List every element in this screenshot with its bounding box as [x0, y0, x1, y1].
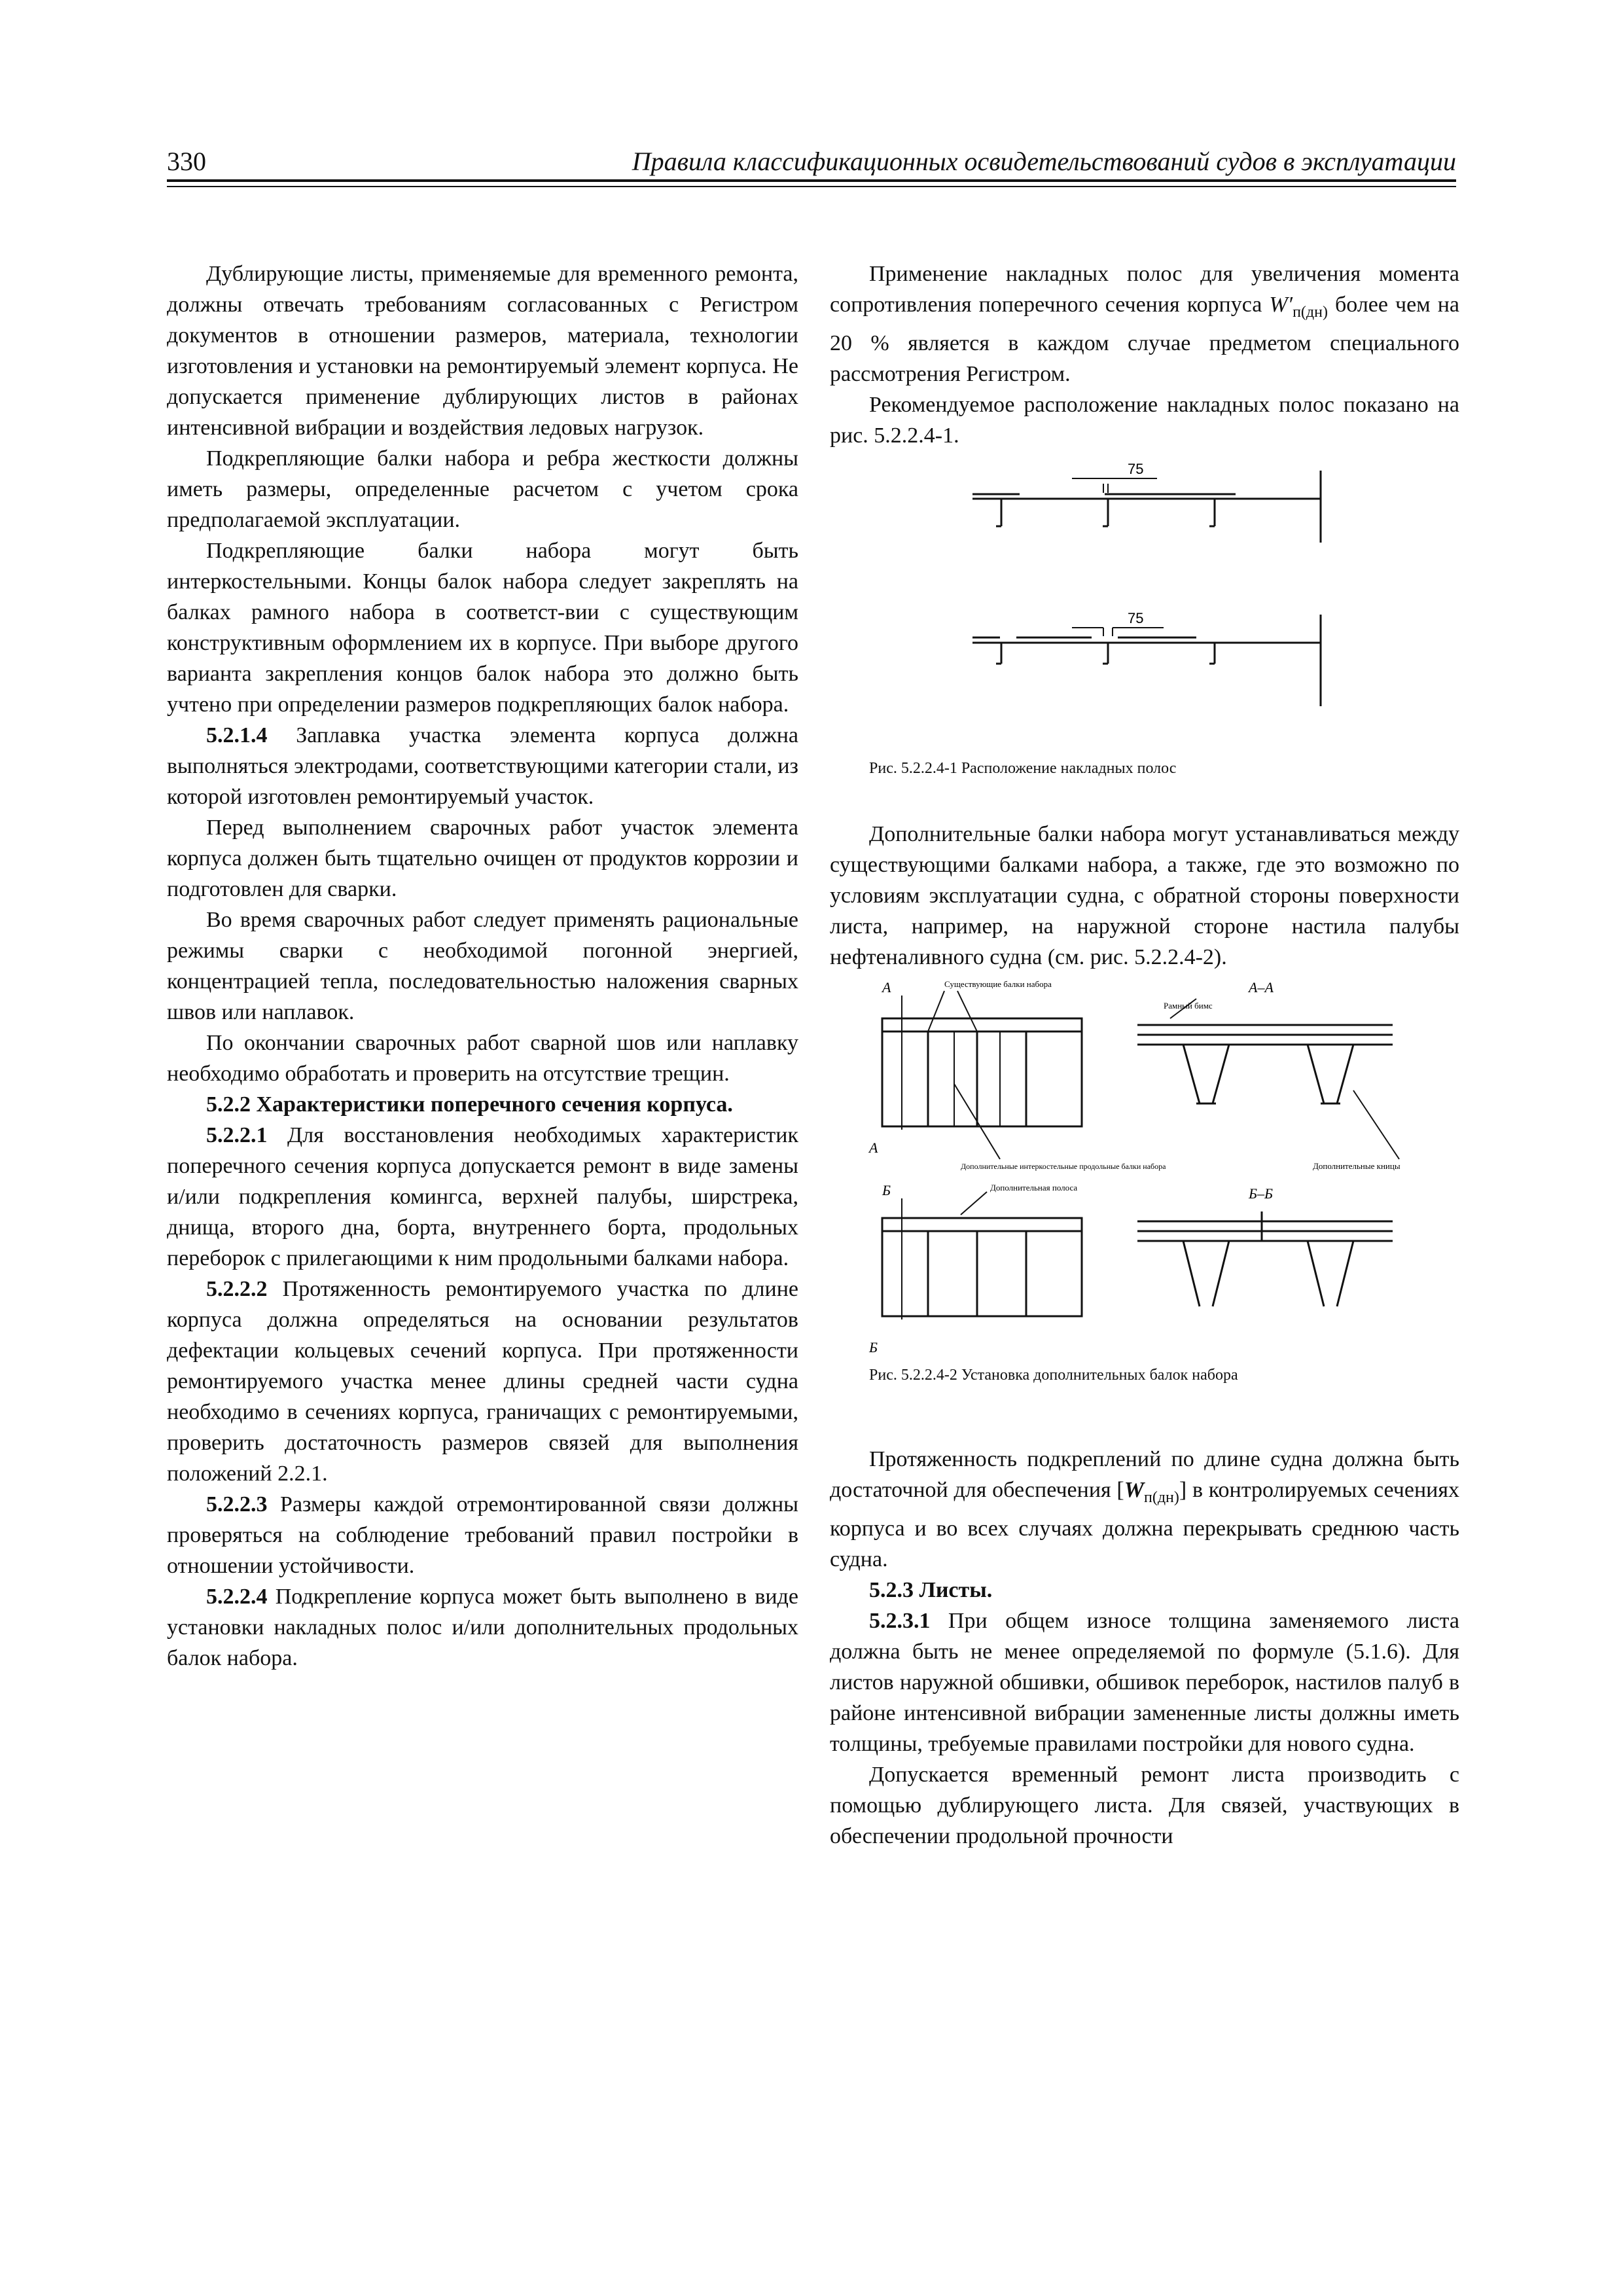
- dimension-label: 75: [1128, 460, 1144, 477]
- clause-text: Заплавка участка элемента корпуса должна выполняться электродами, соответствующими категории стали, из которой изготовлен ремонтируемый участок.: [167, 723, 798, 809]
- paragraph: [830, 1605, 1459, 1759]
- section-heading: 5.2.3 Листы.: [869, 1577, 993, 1602]
- clause-number: 5.2.2.4: [206, 1585, 268, 1609]
- paragraph: Применение накладных полос для увеличения момента сопротивления поперечного сечения корпуса $W'_{п(дн)}$ более чем на 20 % является в каждом случае предметом специального рассмотрения Регистром.: [830, 262, 1459, 386]
- view-label: А: [869, 1139, 878, 1156]
- spacer: [830, 1385, 1459, 1444]
- dimension-label: 75: [1128, 609, 1144, 626]
- paragraph: Перед выполнением сварочных работ участок элемента корпуса должен быть тщательно очищен от продуктов коррозии и подготовлен для сварки.: [167, 816, 798, 901]
- page-number: 330: [167, 147, 206, 176]
- symbol: W: [1124, 1477, 1144, 1502]
- subscript: п(дн): [1293, 303, 1328, 321]
- callout-label: Дополнительные кницы: [1313, 1160, 1400, 1171]
- paragraph: Во время сварочных работ следует применять рациональные режимы сварки с необходимой погонной энергией, концентрацией тепла, последовательностью наложения сварных швов или наплавок.: [167, 908, 798, 1024]
- paragraph: Протяженность подкреплений по длине судна должна быть достаточной для обеспечения $[W_{п(дн)}]$ в контролируемых сечениях корпуса и во всех случаях должна перекрывать среднюю часть судна.: [830, 1446, 1459, 1571]
- clause-text: Размеры каждой отремонтированной связи должны проверяться на соблюдение требований правил постройки в отношении устойчивости.: [167, 1492, 798, 1578]
- paragraph: Допускается временный ремонт листа производить с помощью дублирующего листа. Для связей, участвующих в обеспечении продольной прочности: [830, 1762, 1459, 1848]
- view-label: Б: [882, 1181, 891, 1198]
- clause-text: При общем износе толщина заменяемого листа должна быть не менее определяемой по формуле (5.1.6). Для листов наружной обшивки, обшивок переборок, настилов палуб в районе интенсивной вибрации замененные листы должны иметь толщины, требуемые правилами постройки для нового судна.: [830, 1608, 1459, 1756]
- subscript: п(дн): [1143, 1488, 1179, 1506]
- callout-label: Дополнительная полоса: [990, 1182, 1078, 1193]
- running-header: [167, 145, 1456, 181]
- figure-caption: Рис. 5.2.2.4-1 Расположение накладных полос: [869, 759, 1177, 777]
- callout-label: Существующие балки набора: [944, 978, 1052, 989]
- left-column: [167, 259, 798, 1674]
- view-label: А: [882, 978, 891, 996]
- header-rule-thin: [167, 186, 1456, 187]
- section-label: Б–Б: [1249, 1185, 1273, 1202]
- paragraph: [167, 1581, 798, 1674]
- paragraph: [167, 720, 798, 812]
- section-heading: 5.2.2 Характеристики поперечного сечения корпуса.: [206, 1092, 733, 1117]
- right-column: [830, 259, 1459, 1852]
- clause-number: 5.2.2.3: [206, 1492, 268, 1516]
- clause-text: Подкрепление корпуса может быть выполнено в виде установки накладных полос и/или дополнительных продольных балок набора.: [167, 1585, 798, 1670]
- running-title: Правила классификационных освидетельствований судов в эксплуатации: [632, 147, 1456, 176]
- strips-diagram: [830, 451, 1459, 759]
- clause-text: Протяженность ремонтируемого участка по длине корпуса должна определяться на основании результатов дефектации кольцевых сечений корпуса. При протяженности ремонтируемого участка менее длины средней части судна необходимо в сечениях корпуса, граничащих с ремонтируемыми, проверить достаточность размеров связей для выполнения положений 2.2.1.: [167, 1277, 798, 1486]
- paragraph: [167, 1274, 798, 1489]
- symbol: W′: [1269, 293, 1293, 317]
- clause-number: 5.2.3.1: [869, 1608, 931, 1633]
- paragraph: [167, 1120, 798, 1274]
- callout-label: Дополнительные интеркостельные продольные балки набора: [961, 1161, 1166, 1171]
- figure-strips: [830, 451, 1459, 778]
- clause-number: 5.2.2.1: [206, 1123, 268, 1147]
- callout-label: Рамный бимс: [1164, 1000, 1213, 1011]
- beams-diagram: [830, 973, 1459, 1365]
- paragraph: Дополнительные балки набора могут устанавливаться между существующими балками набора, а также, где это возможно по условиям эксплуатации судна, с обратной стороны поверхности листа, например, на наружной стороне настила палубы нефтеналивного судна (см. рис. 5.2.2.4-2).: [830, 821, 1459, 969]
- clause-number: 5.2.2.2: [206, 1277, 268, 1301]
- paragraph: Дублирующие листы, применяемые для временного ремонта, должны отвечать требованиям согласованных с Регистром документов в отношении размеров, материала, технологии изготовления и установки на ремонтируемый элемент корпуса. Не допускается применение дублирующих листов в районах интенсивной вибрации и воздействия ледовых нагрузок.: [167, 262, 798, 440]
- header-rule: [167, 179, 1456, 182]
- spacer: [830, 778, 1459, 819]
- clause-number: 5.2.1.4: [206, 723, 268, 747]
- paragraph: Подкрепляющие балки набора и ребра жесткости должны иметь размеры, определенные расчетом с учетом срока предполагаемой эксплуатации.: [167, 446, 798, 532]
- figure-caption: Рис. 5.2.2.4-2 Установка дополнительных балок набора: [869, 1366, 1238, 1384]
- section-label: А–А: [1249, 978, 1274, 996]
- clause-text: Для восстановления необходимых характеристик поперечного сечения корпуса допускается ремонт в виде замены и/или подкрепления комингса, верхней палубы, ширстрека, днища, второго дна, борта, внутреннего борта, продольных переборок с прилегающими к ним продольными балками набора.: [167, 1123, 798, 1270]
- view-label: Б: [869, 1338, 878, 1355]
- paragraph: [167, 1489, 798, 1581]
- paragraph: Подкрепляющие балки набора могут быть интеркостельными. Концы балок набора следует закреплять на балках рамного набора в соответст-вии с существующим конструктивным оформлением их в корпусе. При выборе другого варианта закрепления концов балок набора это должно быть учтено при определении размеров подкрепляющих балок набора.: [167, 539, 798, 717]
- paragraph: Рекомендуемое расположение накладных полос показано на рис. 5.2.2.4-1.: [830, 392, 1459, 448]
- figure-beams: [830, 973, 1459, 1385]
- paragraph: По окончании сварочных работ сварной шов или наплавку необходимо обработать и проверить на отсутствие трещин.: [167, 1031, 798, 1086]
